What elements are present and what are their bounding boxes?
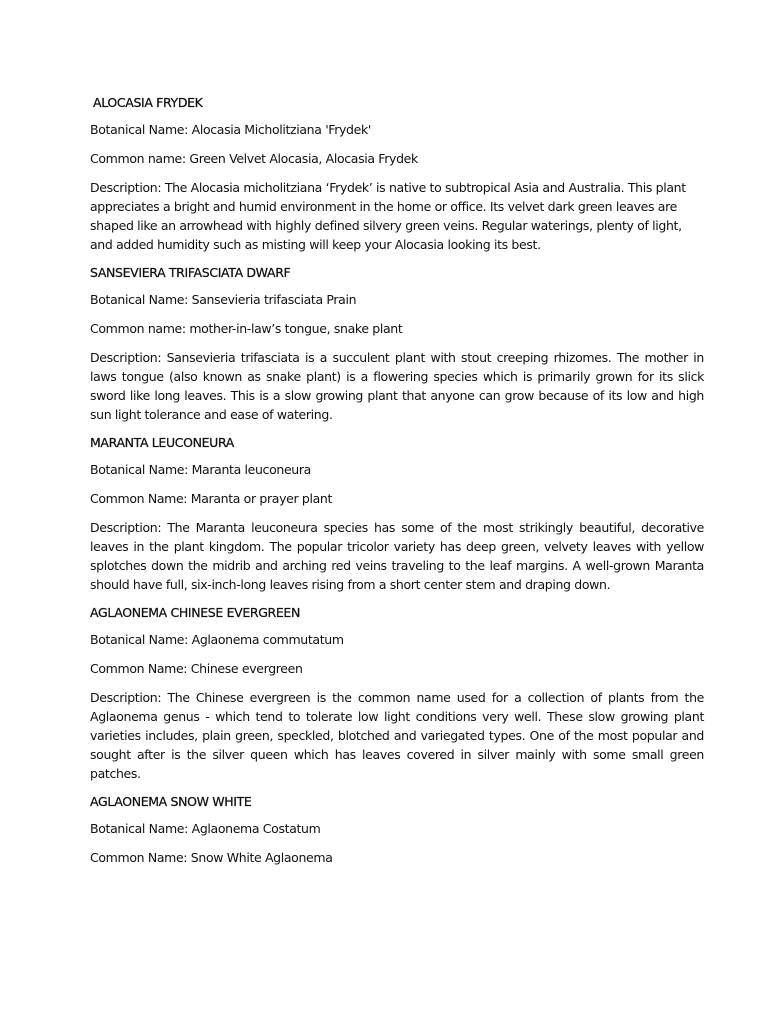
plant-section-maranta [90,433,704,594]
common-name: Common Name: Chinese evergreen [90,661,303,676]
plant-description: Description: The Chinese evergreen is the common name used for a collection of plants from the Aglaonema genus - which tend to tolerate low light conditions very well. These slow growing plant varieties includes, plain green, speckled, blotched and variegated types. One of the most popular and sought after is the silver queen which has leaves covered in silver mainly with some small green patches. [90,690,704,781]
botanical-name: Botanical Name: Alocasia Micholitziana 'Frydek' [90,122,371,137]
plant-heading: ALOCASIA FRYDEK [93,95,203,110]
common-name: Common Name: Maranta or prayer plant [90,491,333,506]
plant-heading: SANSEVIERA TRIFASCIATA DWARF [90,265,291,280]
plant-description: Description: The Alocasia micholitziana ‘Frydek’ is native to subtropical Asia and Australia. This plant appreciates a bright and humid environment in the home or office. Its velvet dark green leaves are shaped like an arrowhead with highly defined silvery green veins. Regular waterings, plenty of light, and added humidity such as misting will keep your Alocasia looking its best. [90,180,686,252]
plant-description: Description: Sansevieria trifasciata is a succulent plant with stout creeping rhizomes. The mother in laws tongue (also known as snake plant) is a flowering species which is primarily grown for its slick sword like long leaves. This is a slow growing plant that anyone can grow because of its low and high sun light tolerance and ease of watering. [90,350,704,422]
common-name: Common name: Green Velvet Alocasia, Alocasia Frydek [90,151,418,166]
plant-heading: AGLAONEMA SNOW WHITE [90,794,252,809]
common-name: Common Name: Snow White Aglaonema [90,850,333,865]
plant-section-chinese-evergreen [90,603,704,783]
plant-section-sansevieria [90,263,704,424]
common-name: Common name: mother-in-law’s tongue, snake plant [90,321,403,336]
plant-description: Description: The Maranta leuconeura species has some of the most strikingly beautiful, decorative leaves in the plant kingdom. The popular tricolor variety has deep green, velvety leaves with yellow splotches down the midrib and arching red veins traveling to the leaf margins. A well-grown Maranta should have full, six-inch-long leaves rising from a short center stem and draping down. [90,520,704,592]
plant-heading: MARANTA LEUCONEURA [90,435,235,450]
botanical-name: Botanical Name: Sansevieria trifasciata Prain [90,292,357,307]
plant-heading: AGLAONEMA CHINESE EVERGREEN [90,605,300,620]
botanical-name: Botanical Name: Aglaonema commutatum [90,632,344,647]
plant-section-snow-white [90,792,704,867]
plant-section-alocasia [90,93,704,254]
botanical-name: Botanical Name: Aglaonema Costatum [90,821,321,836]
botanical-name: Botanical Name: Maranta leuconeura [90,462,311,477]
